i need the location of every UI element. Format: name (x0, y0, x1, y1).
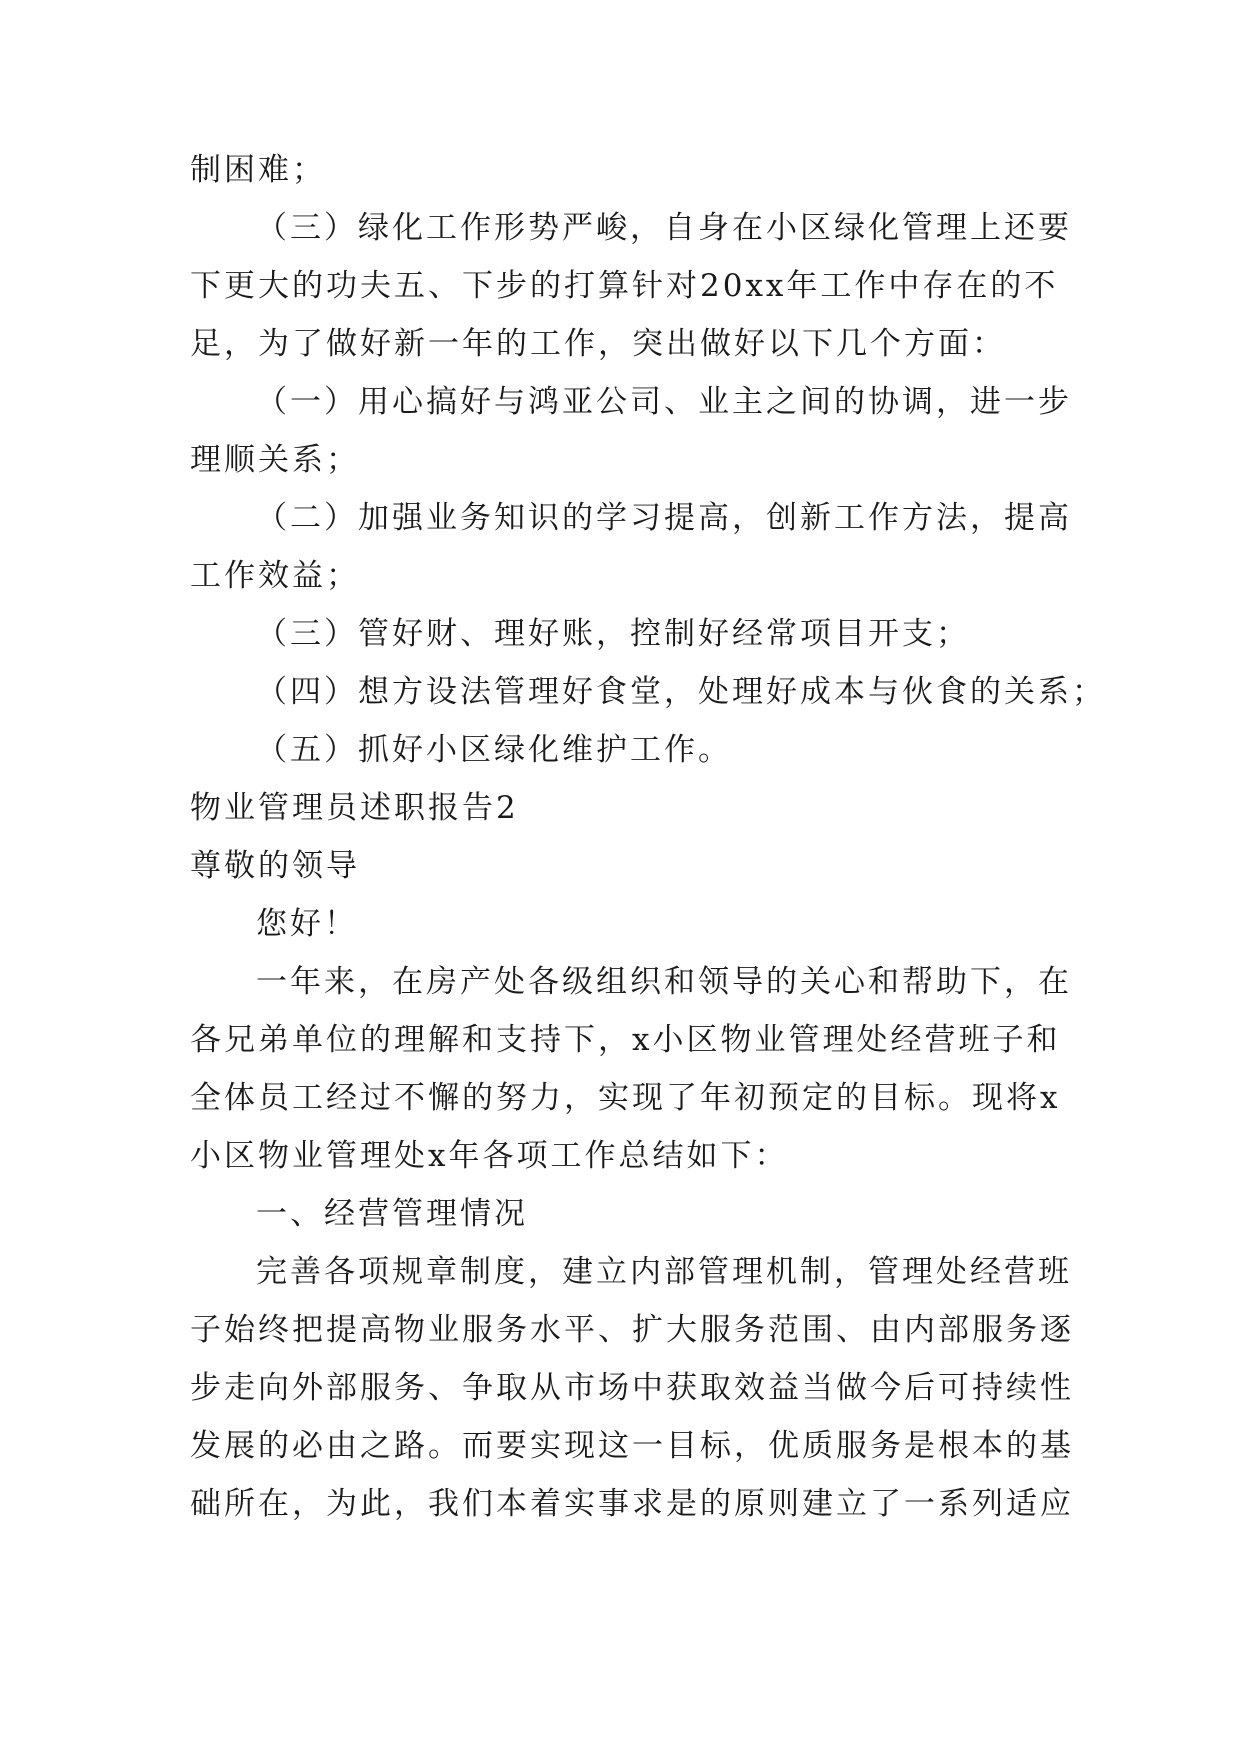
text-line: 各兄弟单位的理解和支持下，x小区物业管理处经营班子和 (190, 1022, 1061, 1058)
text-line: （二）加强业务知识的学习提高，创新工作方法，提高 (256, 500, 1072, 536)
text-line: 子始终把提高物业服务水平、扩大服务范围、由内部服务逐 (190, 1312, 1074, 1348)
text-line: 础所在，为此，我们本着实事求是的原则建立了一系列适应 (190, 1486, 1074, 1522)
section-heading: 物业管理员述职报告2 (190, 790, 519, 826)
text-line: （三）管好财、理好账，控制好经常项目开支； (256, 616, 970, 652)
text-line: 一年来，在房产处各级组织和领导的关心和帮助下，在 (256, 964, 1072, 1000)
greeting: 您好！ (256, 906, 358, 942)
text-line: （一）用心搞好与鸿亚公司、业主之间的协调，进一步 (256, 384, 1072, 420)
text-line: 小区物业管理处x年各项工作总结如下： (190, 1138, 789, 1174)
text-line: 工作效益； (190, 558, 360, 594)
subsection-heading: 一、经营管理情况 (256, 1196, 528, 1232)
text-line: （四）想方设法管理好食堂，处理好成本与伙食的关系； (256, 674, 1106, 710)
text-line: 制困难； (190, 152, 326, 188)
text-line: 完善各项规章制度，建立内部管理机制，管理处经营班 (256, 1254, 1072, 1290)
text-line: （五）抓好小区绿化维护工作。 (256, 732, 732, 768)
salutation: 尊敬的领导 (190, 848, 360, 884)
text-line: 理顺关系； (190, 442, 360, 478)
text-line: 下更大的功夫五、下步的打算针对20xx年工作中存在的不 (190, 268, 1059, 304)
text-line: 步走向外部服务、争取从市场中获取效益当做今后可持续性 (190, 1370, 1074, 1406)
text-line: 全体员工经过不懈的努力，实现了年初预定的目标。现将x (190, 1080, 1061, 1116)
text-line: （三）绿化工作形势严峻，自身在小区绿化管理上还要 (256, 210, 1072, 246)
text-line: 足，为了做好新一年的工作，突出做好以下几个方面： (190, 326, 1006, 362)
text-line: 发展的必由之路。而要实现这一目标，优质服务是根本的基 (190, 1428, 1074, 1464)
